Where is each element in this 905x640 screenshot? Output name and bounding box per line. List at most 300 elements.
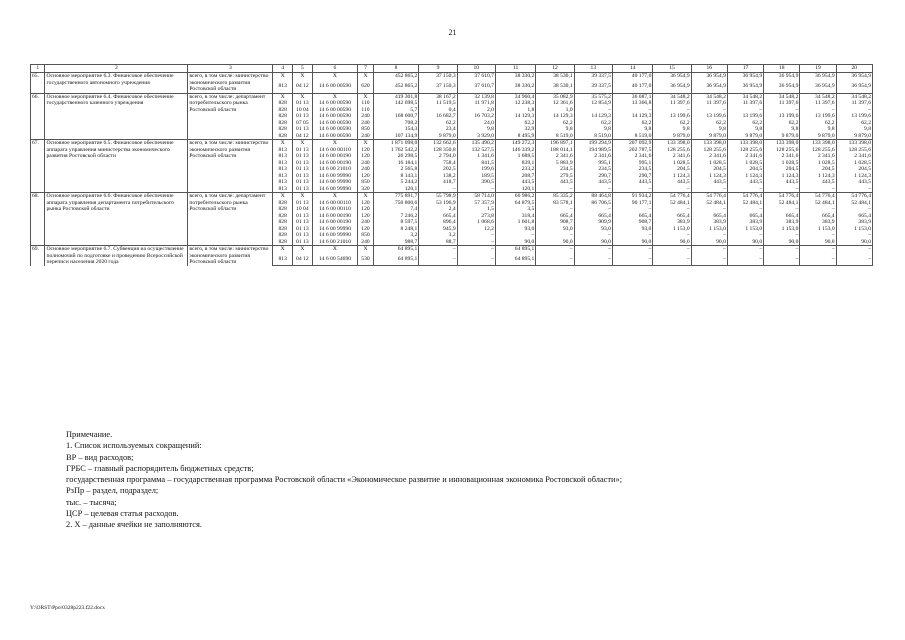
amount-cell: 11 519,5: [419, 100, 457, 107]
code-cell: 828: [273, 100, 293, 107]
code-cell: 110: [358, 100, 374, 107]
code-cell: 620: [358, 83, 374, 93]
page-number: 21: [448, 28, 457, 37]
amount-cell: 207 092,9: [612, 140, 652, 147]
code-cell: 813: [273, 153, 293, 160]
code-cell: 01 13: [293, 226, 313, 233]
amount-cell: 1 601,8: [495, 219, 535, 226]
code-cell: X: [312, 140, 358, 147]
amount-cell: 1 153,0: [691, 226, 727, 233]
amount-cell: 34 960,4: [495, 93, 535, 100]
amount-cell: 9,8: [800, 126, 836, 133]
amount-cell: 133 398,0: [800, 140, 836, 147]
amount-cell: –: [653, 232, 691, 239]
amount-cell: 128 255,6: [691, 147, 727, 154]
code-cell: 14 6 00 00190: [312, 160, 358, 167]
code-cell: X: [273, 246, 293, 256]
code-cell: 828: [273, 120, 293, 127]
file-path-footer: Y:\ORST\Ppo\0328p223.f22.docx: [30, 605, 105, 611]
amount-cell: 37 610,7: [457, 73, 495, 83]
amount-cell: 708,2: [373, 120, 419, 127]
code-cell: 14 6 00 00590: [312, 120, 358, 127]
amount-cell: 132 662,6: [419, 140, 457, 147]
amount-cell: 36 954,9: [836, 73, 872, 83]
amount-cell: –: [574, 206, 612, 213]
row-number: 66.: [31, 93, 45, 140]
code-cell: 530: [358, 256, 374, 266]
code-cell: 828: [273, 226, 293, 233]
amount-cell: –: [691, 246, 727, 256]
amount-cell: 62,2: [536, 120, 574, 127]
amount-cell: 38 330,2: [495, 73, 535, 83]
amount-cell: 39 337,5: [574, 83, 612, 93]
group-total-row: [31, 193, 873, 200]
amount-cell: 16 682,7: [419, 113, 457, 120]
code-cell: 14 6 00 99990: [312, 179, 358, 186]
note-line: 2. X – данные ячейки не заполняются.: [66, 520, 202, 530]
amount-cell: 54 776,4: [764, 193, 800, 200]
amount-cell: 16 184,1: [373, 160, 419, 167]
amount-cell: 1 124,3: [653, 173, 691, 180]
amount-cell: 9,8: [574, 126, 612, 133]
amount-cell: 36 087,1: [612, 93, 652, 100]
amount-cell: 1 153,0: [727, 226, 763, 233]
amount-cell: 199,6: [457, 166, 495, 173]
code-cell: 110: [358, 107, 374, 114]
code-cell: X: [312, 193, 358, 200]
amount-cell: –: [800, 206, 836, 213]
code-cell: X: [312, 73, 358, 83]
code-cell: 01 13: [293, 113, 313, 120]
amount-cell: 1,0: [536, 107, 574, 114]
note-line: ГРБС – главный распорядитель бюджетных средств;: [66, 463, 254, 473]
code-cell: 320: [358, 186, 374, 193]
code-cell: 240: [358, 120, 374, 127]
amount-cell: 91 934,2: [612, 193, 652, 200]
code-cell: 240: [358, 166, 374, 173]
amount-cell: –: [764, 232, 800, 239]
amount-cell: 62,2: [653, 120, 691, 127]
code-cell: X: [312, 93, 358, 100]
amount-cell: 64 895,1: [495, 246, 535, 256]
amount-cell: 1 028,5: [653, 160, 691, 167]
amount-cell: 128 255,6: [727, 147, 763, 154]
amount-cell: 945,9: [419, 226, 457, 233]
amount-cell: 383,9: [691, 219, 727, 226]
amount-cell: 9 879,0: [691, 133, 727, 140]
amount-cell: –: [764, 186, 800, 193]
amount-cell: 133 398,0: [653, 140, 691, 147]
activity-name: Основное мероприятие 6.5. Финансовое обеспечение аппарата управления министерства экономического развития Ростовской области: [45, 140, 188, 193]
amount-cell: 204,5: [691, 166, 727, 173]
amount-cell: 133 398,0: [691, 140, 727, 147]
amount-cell: 149 272,3: [495, 140, 535, 147]
amount-cell: 7 246,2: [373, 213, 419, 220]
amount-cell: 665,4: [727, 213, 763, 220]
amount-cell: 9,8: [536, 126, 574, 133]
header-cell: 17: [727, 65, 763, 73]
amount-cell: 443,5: [764, 179, 800, 186]
amount-cell: 14 129,3: [495, 113, 535, 120]
code-cell: 01 13: [293, 166, 313, 173]
header-cell: 2: [45, 65, 188, 73]
code-cell: 240: [358, 239, 374, 246]
amount-cell: 204,5: [727, 166, 763, 173]
amount-cell: 135 490,2: [457, 140, 495, 147]
code-cell: X: [293, 246, 313, 256]
code-cell: 14 6 00 00190: [312, 153, 358, 160]
amount-cell: 12 238,3: [495, 100, 535, 107]
code-cell: 120: [358, 153, 374, 160]
amount-cell: 88,7: [419, 239, 457, 246]
amount-cell: 133 398,0: [727, 140, 763, 147]
amount-cell: 233,2: [495, 166, 535, 173]
note-line: Примечание.: [66, 430, 113, 439]
amount-cell: 93,0: [536, 226, 574, 233]
amount-cell: 2 341,6: [727, 153, 763, 160]
row-number: 65.: [31, 73, 45, 94]
amount-cell: –: [457, 239, 495, 246]
code-cell: X: [293, 140, 313, 147]
amount-cell: 1 124,3: [836, 173, 872, 180]
amount-cell: 35 575,2: [574, 93, 612, 100]
amount-cell: 1 153,0: [836, 226, 872, 233]
code-cell: 120: [358, 200, 374, 207]
amount-cell: 665,4: [800, 213, 836, 220]
code-cell: 813: [273, 173, 293, 180]
amount-cell: 2 341,6: [653, 153, 691, 160]
code-cell: 14 6 00 99990: [312, 186, 358, 193]
amount-cell: 11 397,6: [653, 100, 691, 107]
code-cell: 120: [358, 206, 374, 213]
amount-cell: 383,9: [653, 219, 691, 226]
amount-cell: 1 153,0: [653, 226, 691, 233]
amount-cell: 9,8: [836, 126, 872, 133]
amount-cell: –: [653, 186, 691, 193]
amount-cell: 1 688,5: [495, 153, 535, 160]
code-cell: 14 6 00 99990: [312, 232, 358, 239]
amount-cell: 54 776,4: [800, 193, 836, 200]
code-cell: X: [312, 246, 358, 256]
amount-cell: 290,7: [612, 173, 652, 180]
amount-cell: 37 150,3: [419, 73, 457, 83]
amount-cell: 9,8: [612, 126, 652, 133]
amount-cell: 1 153,0: [764, 226, 800, 233]
amount-cell: 13 199,6: [691, 113, 727, 120]
amount-cell: 53 196,9: [419, 200, 457, 207]
header-cell: 18: [764, 65, 800, 73]
amount-cell: –: [574, 107, 612, 114]
amount-cell: 5 244,2: [373, 179, 419, 186]
code-cell: 14 6 00 00590: [312, 126, 358, 133]
amount-cell: 40 177,0: [612, 83, 652, 93]
amount-cell: 40 177,0: [612, 73, 652, 83]
amount-cell: 36 954,9: [727, 73, 763, 83]
code-cell: 813: [273, 160, 293, 167]
amount-cell: –: [691, 232, 727, 239]
amount-cell: 2 341,6: [536, 153, 574, 160]
code-cell: 828: [273, 200, 293, 207]
amount-cell: 234,5: [574, 166, 612, 173]
amount-cell: 1 341,6: [457, 153, 495, 160]
amount-cell: –: [836, 107, 872, 114]
amount-cell: –: [574, 186, 612, 193]
amount-cell: 1 028,5: [836, 160, 872, 167]
amount-cell: 38 530,1: [536, 83, 574, 93]
code-cell: X: [358, 73, 374, 83]
amount-cell: 13 199,6: [800, 113, 836, 120]
amount-cell: 36 954,9: [653, 83, 691, 93]
amount-cell: 2 794,0: [419, 153, 457, 160]
amount-cell: 1 028,5: [800, 160, 836, 167]
amount-cell: –: [836, 256, 872, 266]
amount-cell: 36 954,9: [764, 83, 800, 93]
amount-cell: –: [612, 256, 652, 266]
amount-cell: –: [800, 186, 836, 193]
amount-cell: –: [653, 206, 691, 213]
amount-cell: 9 879,0: [419, 133, 457, 140]
amount-cell: 132 527,5: [457, 147, 495, 154]
executor-name: всего, в том числе: департамент потребительского рынка Ростовской области: [188, 193, 273, 246]
code-cell: 120: [358, 213, 374, 220]
amount-cell: 12,2: [457, 226, 495, 233]
code-cell: 01 13: [293, 213, 313, 220]
code-cell: 14 6 00 00110: [312, 200, 358, 207]
code-cell: X: [358, 140, 374, 147]
code-cell: 10 04: [293, 107, 313, 114]
header-cell: 20: [836, 65, 872, 73]
header-cell: 10: [457, 65, 495, 73]
code-cell: 04 12: [293, 83, 313, 93]
amount-cell: 3,2: [373, 232, 419, 239]
amount-cell: 383,9: [764, 219, 800, 226]
header-cell: 4: [273, 65, 293, 73]
amount-cell: 90,0: [495, 239, 535, 246]
code-cell: 240: [358, 113, 374, 120]
amount-cell: 34 548,2: [764, 93, 800, 100]
header-cell: 19: [800, 65, 836, 73]
amount-cell: –: [764, 107, 800, 114]
amount-cell: 909,9: [574, 219, 612, 226]
amount-cell: 1,5: [457, 206, 495, 213]
code-cell: 14 6 00 00590: [312, 100, 358, 107]
amount-cell: 107 134,9: [373, 133, 419, 140]
amount-cell: 202 787,5: [612, 147, 652, 154]
amount-cell: 13 366,8: [612, 100, 652, 107]
code-cell: 813: [273, 256, 293, 266]
code-cell: 828: [273, 113, 293, 120]
amount-cell: 52 484,1: [691, 200, 727, 207]
amount-cell: 2 341,6: [574, 153, 612, 160]
amount-cell: 62,2: [495, 120, 535, 127]
code-cell: 01 13: [293, 179, 313, 186]
amount-cell: 7,4: [373, 206, 419, 213]
amount-cell: 2 565,8: [373, 166, 419, 173]
code-cell: 14 6 00 99990: [312, 226, 358, 233]
amount-cell: –: [574, 246, 612, 256]
code-cell: 01 13: [293, 173, 313, 180]
code-cell: 01 13: [293, 160, 313, 167]
activity-name: Основное мероприятие 6.3. Финансовое обеспечение государственного автономного учреждения: [45, 73, 188, 94]
amount-cell: 1 871 098,0: [373, 140, 419, 147]
code-cell: 14 6 00 00590: [312, 133, 358, 140]
code-cell: 828: [273, 133, 293, 140]
amount-cell: 90,0: [536, 239, 574, 246]
amount-cell: 665,4: [764, 213, 800, 220]
amount-cell: 9,8: [691, 126, 727, 133]
amount-cell: –: [727, 256, 763, 266]
amount-cell: –: [457, 246, 495, 256]
amount-cell: 11 397,6: [691, 100, 727, 107]
amount-cell: 9 879,0: [800, 133, 836, 140]
amount-cell: 128 255,6: [764, 147, 800, 154]
amount-cell: 1 762 542,2: [373, 147, 419, 154]
amount-cell: 16 703,2: [457, 113, 495, 120]
amount-cell: 128 255,6: [653, 147, 691, 154]
amount-cell: 64 895,1: [495, 256, 535, 266]
header-cell: 5: [293, 65, 313, 73]
activity-name: Основное мероприятие 6.7. Субвенция на осуществление полномочий по подготовке и проведению Всероссийской переписи населения 2020 года: [45, 246, 188, 266]
amount-cell: 64 895,1: [373, 246, 419, 256]
group-total-row: [31, 93, 873, 100]
amount-cell: –: [495, 232, 535, 239]
amount-cell: 133 398,0: [764, 140, 800, 147]
code-cell: 01 13: [293, 153, 313, 160]
amount-cell: 39 337,5: [574, 73, 612, 83]
amount-cell: 90,0: [691, 239, 727, 246]
budget-table: [30, 64, 873, 266]
code-cell: 01 13: [293, 186, 313, 193]
code-cell: 07 05: [293, 120, 313, 127]
amount-cell: 90,0: [836, 239, 872, 246]
amount-cell: 13 199,6: [764, 113, 800, 120]
amount-cell: –: [612, 246, 652, 256]
amount-cell: –: [764, 206, 800, 213]
amount-cell: 154,3: [373, 126, 419, 133]
amount-cell: 665,4: [653, 213, 691, 220]
amount-cell: –: [836, 186, 872, 193]
amount-cell: –: [536, 256, 574, 266]
amount-cell: 34 548,2: [800, 93, 836, 100]
amount-cell: –: [653, 246, 691, 256]
code-cell: 14 6 00 00190: [312, 219, 358, 226]
amount-cell: 2 341,6: [764, 153, 800, 160]
amount-cell: 11 397,6: [836, 100, 872, 107]
amount-cell: 12 854,9: [574, 100, 612, 107]
amount-cell: 995,1: [574, 160, 612, 167]
amount-cell: 62,2: [419, 120, 457, 127]
code-cell: 813: [273, 186, 293, 193]
amount-cell: 9,8: [457, 126, 495, 133]
code-cell: X: [273, 73, 293, 83]
amount-cell: 3 929,0: [457, 133, 495, 140]
amount-cell: 86 706,5: [574, 200, 612, 207]
amount-cell: 83 578,1: [536, 200, 574, 207]
amount-cell: 52 484,1: [800, 200, 836, 207]
amount-cell: –: [691, 107, 727, 114]
amount-cell: 665,4: [536, 213, 574, 220]
amount-cell: –: [612, 107, 652, 114]
amount-cell: 9 879,0: [836, 133, 872, 140]
amount-cell: 62,2: [574, 120, 612, 127]
amount-cell: 443,5: [800, 179, 836, 186]
amount-cell: 90 177,1: [612, 200, 652, 207]
code-cell: 01 13: [293, 232, 313, 239]
code-cell: 10 04: [293, 206, 313, 213]
amount-cell: 120,1: [373, 186, 419, 193]
amount-cell: 665,4: [691, 213, 727, 220]
amount-cell: 204,5: [800, 166, 836, 173]
header-cell: 16: [691, 65, 727, 73]
amount-cell: –: [612, 206, 652, 213]
amount-cell: 2,4: [419, 206, 457, 213]
amount-cell: 90,0: [574, 239, 612, 246]
amount-cell: 85 335,2: [536, 193, 574, 200]
amount-cell: 35 082,9: [536, 93, 574, 100]
code-cell: 850: [358, 126, 374, 133]
amount-cell: 38 330,2: [495, 83, 535, 93]
amount-cell: 34 548,2: [691, 93, 727, 100]
header-cell: 11: [495, 65, 535, 73]
amount-cell: 188 014,1: [536, 147, 574, 154]
amount-cell: –: [574, 232, 612, 239]
amount-cell: 665,4: [836, 213, 872, 220]
amount-cell: 133 398,0: [836, 140, 872, 147]
code-cell: X: [358, 193, 374, 200]
code-cell: X: [293, 73, 313, 83]
header-cell: 7: [358, 65, 374, 73]
amount-cell: 665,4: [574, 213, 612, 220]
amount-cell: 1 124,3: [764, 173, 800, 180]
amount-cell: 1 153,0: [800, 226, 836, 233]
amount-cell: 32,9: [495, 126, 535, 133]
amount-cell: –: [419, 186, 457, 193]
code-cell: 813: [273, 179, 293, 186]
header-cell: 8: [373, 65, 419, 73]
code-cell: 14 6 00 00110: [312, 206, 358, 213]
code-cell: 01 13: [293, 219, 313, 226]
code-cell: 828: [273, 219, 293, 226]
row-number: 68.: [31, 193, 45, 246]
amount-cell: 90,0: [800, 239, 836, 246]
code-cell: 828: [273, 239, 293, 246]
note-line: ВР – вид расходов;: [66, 452, 134, 462]
amount-cell: 128 255,6: [836, 147, 872, 154]
amount-cell: 419 301,8: [373, 93, 419, 100]
code-cell: 01 13: [293, 147, 313, 154]
amount-cell: 452 865,2: [373, 83, 419, 93]
code-cell: X: [273, 193, 293, 200]
amount-cell: 9,8: [727, 126, 763, 133]
amount-cell: 52 484,1: [836, 200, 872, 207]
amount-cell: –: [691, 206, 727, 213]
amount-cell: 9,8: [653, 126, 691, 133]
amount-cell: –: [836, 232, 872, 239]
amount-cell: 36 954,9: [800, 83, 836, 93]
code-cell: 14 6 00 00590: [312, 83, 358, 93]
amount-cell: 9 879,0: [727, 133, 763, 140]
amount-cell: 3,5: [495, 206, 535, 213]
amount-cell: 128 255,6: [800, 147, 836, 154]
amount-cell: 14 129,3: [574, 113, 612, 120]
note-line: РзПр – раздел, подраздел;: [66, 486, 159, 496]
amount-cell: 2 341,6: [800, 153, 836, 160]
amount-cell: 52 484,1: [764, 200, 800, 207]
amount-cell: 452 865,2: [373, 73, 419, 83]
amount-cell: 204,5: [836, 166, 872, 173]
amount-cell: 11 397,6: [800, 100, 836, 107]
code-cell: 828: [273, 206, 293, 213]
